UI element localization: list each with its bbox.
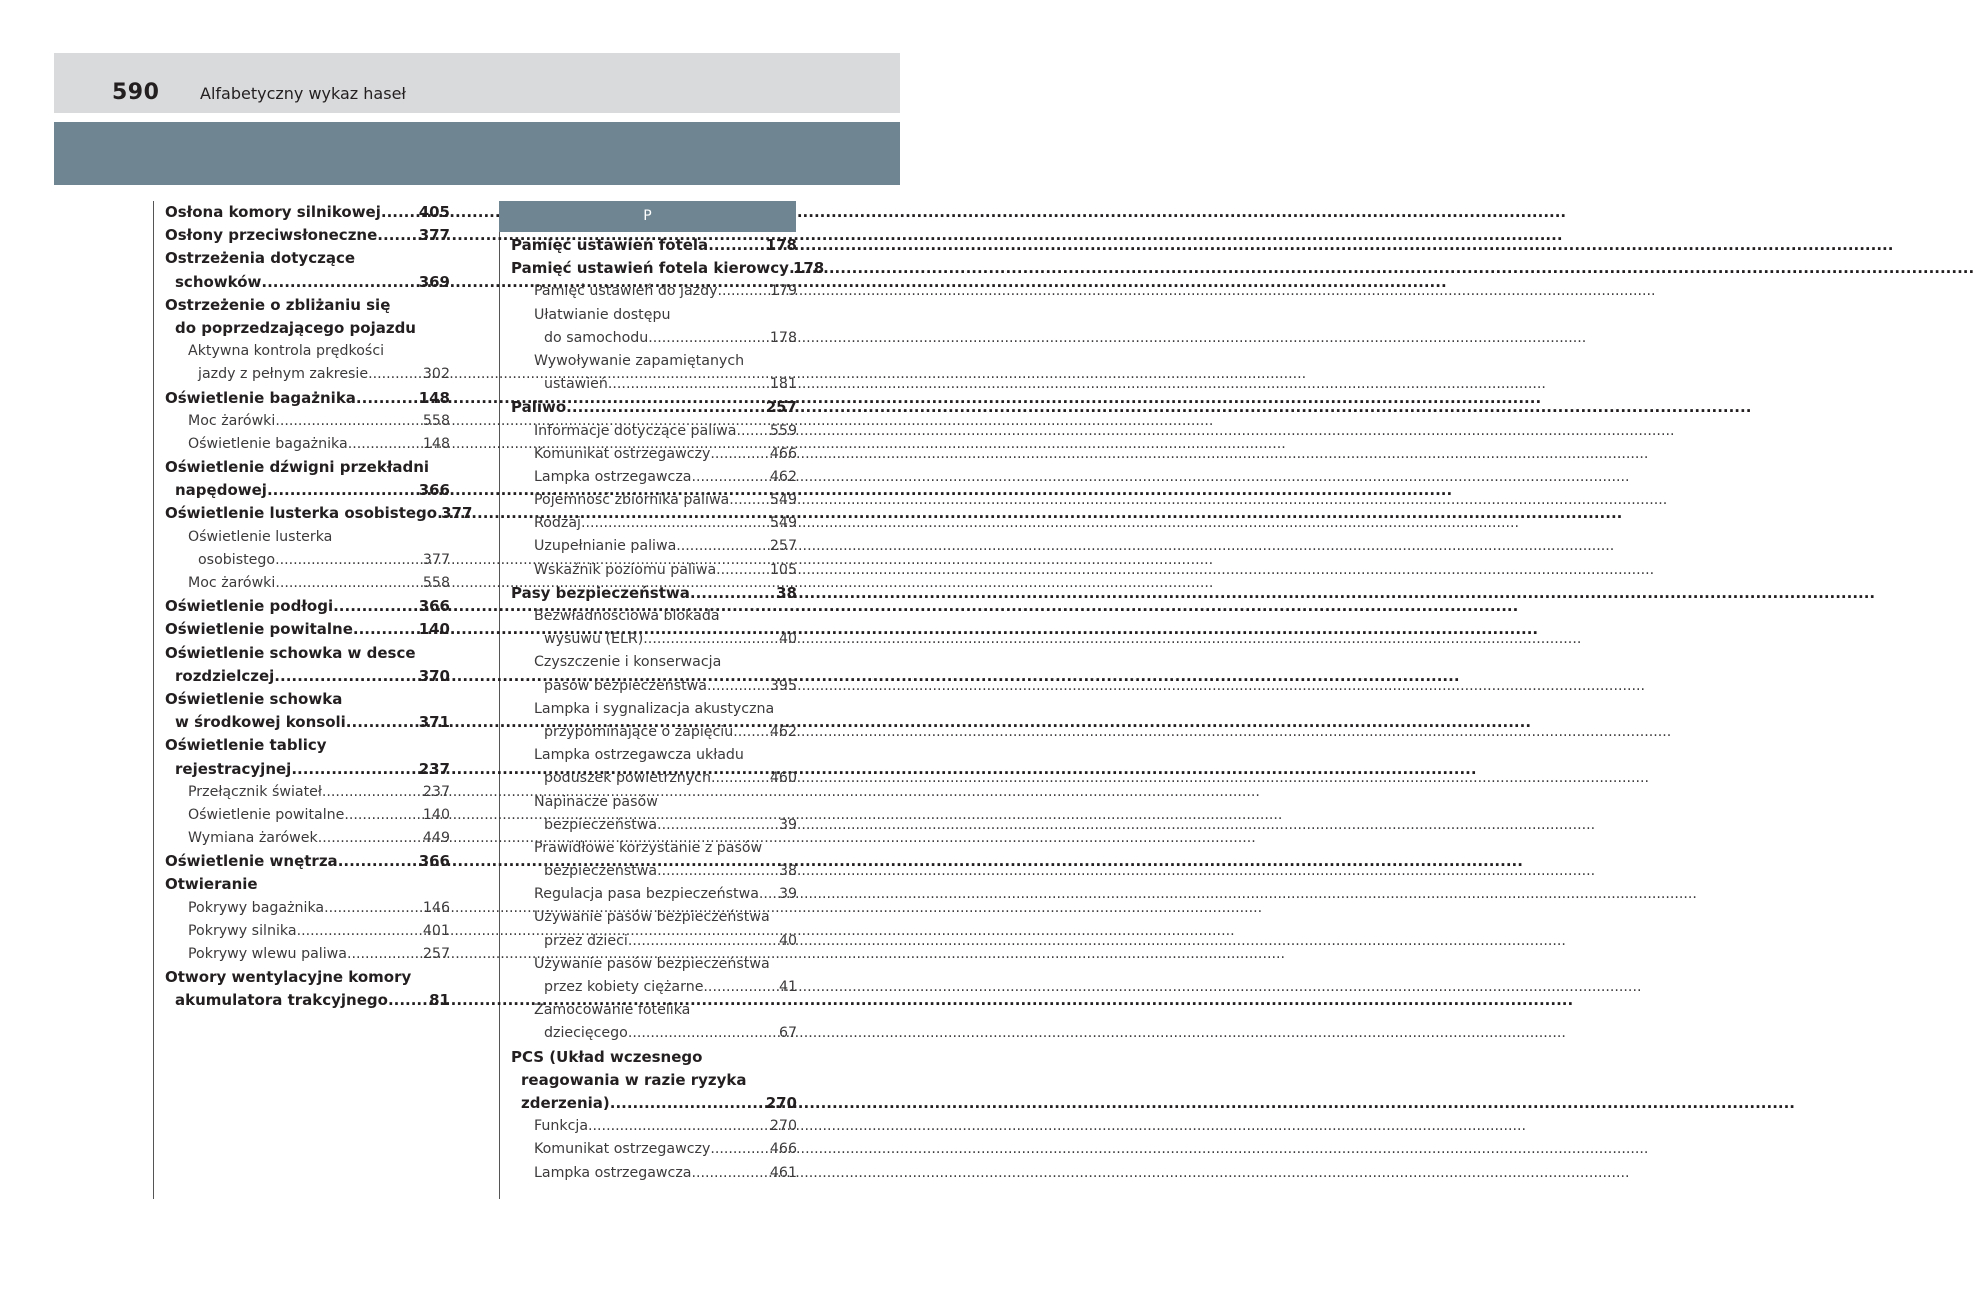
leader-dots (710, 1138, 770, 1161)
entry-page-number: 105 (769, 561, 797, 578)
entry-page-number: 140 (418, 620, 450, 639)
entry-page-number: 460 (769, 770, 797, 787)
entry-label: Moc żarówki (188, 575, 276, 591)
leader-dots (333, 595, 419, 618)
entry-page-number: 401 (422, 922, 450, 939)
entry-page-number: 178 (792, 259, 825, 278)
entry-label: osobistego (198, 551, 276, 568)
leader-dots (759, 883, 779, 906)
index-entry (165, 433, 450, 456)
index-entry (511, 535, 797, 558)
leader-dots (648, 327, 770, 350)
entry-label: Paliwo (511, 398, 567, 417)
index-column-left (165, 201, 473, 1013)
entry-page-number: 40 (778, 631, 797, 648)
entry-label: Oświetlenie powitalne (188, 806, 345, 823)
leader-dots (388, 989, 429, 1012)
entry-label: Oświetlenie tablicy (165, 736, 327, 755)
leader-dots (703, 976, 779, 999)
leader-dots (588, 1115, 770, 1138)
entry-label: Pokrywy silnika (188, 922, 297, 939)
entry-label: bezpieczeństwa (544, 816, 658, 833)
entry-page-number: 549 (769, 515, 797, 532)
entry-page-number: 39 (778, 886, 797, 903)
index-entry (511, 582, 797, 605)
entry-page-number: 178 (769, 329, 797, 346)
index-entry (511, 1046, 797, 1069)
index-entry (511, 396, 797, 419)
leader-dots (657, 860, 779, 883)
entry-page-number: 461 (769, 1164, 797, 1181)
leader-dots (297, 920, 423, 943)
index-entry (165, 897, 450, 920)
index-entry (511, 350, 797, 373)
entry-label: Pasy bezpieczeństwa (511, 583, 690, 602)
index-entry (165, 688, 450, 711)
index-entry (511, 234, 797, 257)
index-entry (165, 201, 450, 224)
entry-page-number: 81 (429, 991, 450, 1010)
entry-label: reagowania w razie ryzyka (521, 1070, 747, 1089)
index-entry (511, 1069, 797, 1092)
entry-page-number: 146 (422, 899, 450, 916)
entry-page-number: 67 (778, 1025, 797, 1042)
index-entry (511, 559, 797, 582)
entry-page-number: 549 (769, 492, 797, 509)
entry-label: poduszek powietrznych (544, 770, 711, 787)
index-entry (165, 502, 473, 525)
entry-label: Pamięć ustawień do jazdy (534, 283, 718, 300)
leader-dots (267, 479, 419, 502)
entry-page-number: 181 (769, 376, 797, 393)
index-entry (165, 224, 450, 247)
index-entry (511, 257, 825, 280)
entry-page-number: 395 (769, 677, 797, 694)
leader-dots (718, 280, 770, 303)
index-entry (511, 1092, 797, 1115)
leader-dots (261, 271, 418, 294)
index-entry (511, 883, 797, 906)
index-entry (511, 837, 797, 860)
index-entry (165, 479, 450, 502)
index-entry (511, 373, 797, 396)
entry-label: Lampka ostrzegawcza (534, 1164, 692, 1181)
index-entry (511, 280, 797, 303)
entry-label: PCS (Układ wczesnego (511, 1047, 703, 1066)
entry-label: Uzupełnianie paliwa (534, 538, 677, 555)
entry-page-number: 405 (418, 203, 450, 221)
index-entry (165, 317, 450, 340)
leader-dots (318, 827, 423, 850)
leader-dots (691, 466, 769, 489)
index-entry (165, 711, 450, 734)
index-entry (165, 572, 450, 595)
leader-dots (690, 582, 776, 605)
index-entry (165, 920, 450, 943)
entry-label: Informacje dotyczące paliwa (534, 422, 737, 439)
entry-page-number: 466 (769, 1141, 797, 1158)
entry-label: Oświetlenie schowka (165, 689, 343, 708)
header-bar (54, 53, 900, 113)
entry-page-number: 366 (418, 597, 450, 616)
leader-dots (711, 767, 770, 790)
leader-dots (566, 396, 766, 419)
index-entry (165, 618, 450, 641)
leader-dots (324, 897, 423, 920)
entry-label: jazdy z pełnym zakresie (198, 366, 369, 383)
page-title: Alfabetyczny wykaz haseł (200, 84, 406, 103)
index-entry (511, 605, 797, 628)
entry-page-number: 377 (418, 226, 450, 245)
index-entry (165, 595, 450, 618)
entry-label: Pokrywy wlewu paliwa (188, 946, 347, 962)
index-entry (511, 953, 797, 976)
entry-label: Oświetlenie bagażnika (165, 388, 356, 407)
index-entry (511, 443, 797, 466)
entry-label: Komunikat ostrzegawczy (534, 1141, 711, 1158)
entry-label: w środkowej konsoli (175, 713, 346, 732)
entry-label: Wymiana żarówek (188, 830, 318, 847)
column-divider-right (499, 201, 500, 1199)
entry-page-number: 462 (769, 468, 797, 485)
entry-label: Zamocowanie fotelika (534, 1002, 691, 1019)
index-entry (511, 791, 797, 814)
leader-dots (348, 433, 423, 456)
entry-label: Oświetlenie wnętrza (165, 852, 338, 871)
leader-dots (707, 675, 770, 698)
index-entry (511, 930, 797, 953)
index-entry (165, 410, 450, 433)
index-entry (511, 999, 797, 1022)
index-entry (511, 906, 797, 929)
entry-label: do samochodu (544, 329, 649, 346)
entry-label: Aktywna kontrola prędkości (188, 343, 385, 360)
leader-dots (676, 535, 770, 558)
leader-dots (710, 443, 770, 466)
leader-dots (368, 363, 423, 386)
entry-page-number: 369 (418, 272, 450, 291)
entry-label: Pamięć ustawień fotela kierowcy (511, 259, 789, 278)
entry-label: Osłony przeciwsłoneczne (165, 226, 378, 245)
entry-page-number: 38 (776, 583, 797, 602)
entry-label: Oświetlenie dźwigni przekładni (165, 458, 430, 477)
entry-label: pasów bezpieczeństwa (544, 677, 707, 694)
entry-label: Komunikat ostrzegawczy (534, 445, 711, 462)
entry-label: rejestracyjnej (175, 759, 292, 778)
entry-page-number: 38 (778, 863, 797, 880)
index-entry (511, 721, 797, 744)
entry-page-number: 270 (765, 1093, 797, 1112)
entry-label: dziecięcego (544, 1025, 628, 1042)
leader-dots (275, 410, 423, 433)
entry-page-number: 40 (778, 932, 797, 949)
index-entry (165, 549, 450, 572)
entry-page-number: 462 (769, 723, 797, 740)
entry-page-number: 257 (765, 398, 797, 417)
entry-label: Regulacja pasa bezpieczeństwa (534, 886, 759, 903)
entry-label: ustawień (544, 376, 608, 393)
entry-label: Pokrywy bagażnika (188, 899, 325, 916)
entry-label: Bezwładnościowa blokada (534, 608, 720, 624)
index-entry (511, 814, 797, 837)
entry-label: Oświetlenie lusterka osobistego (165, 504, 438, 523)
entry-label: Ostrzeżenia dotyczące (165, 249, 356, 268)
index-entry (511, 1022, 797, 1045)
leader-dots (610, 1092, 766, 1115)
index-entry (511, 327, 797, 350)
index-entry (511, 767, 797, 790)
index-entry (511, 304, 797, 327)
index-entry (511, 1162, 797, 1185)
entry-label: Napinacze pasów (534, 793, 658, 810)
entry-page-number: 237 (418, 759, 450, 778)
leader-dots (338, 850, 419, 873)
index-entry (165, 456, 450, 479)
entry-label: Pojemność zbiornika paliwa (534, 492, 730, 509)
index-entry (165, 827, 450, 850)
entry-page-number: 370 (418, 666, 450, 685)
entry-page-number: 148 (418, 388, 450, 407)
entry-page-number: 466 (769, 445, 797, 462)
index-entry (165, 642, 450, 665)
entry-label: Pamięć ustawień fotela (511, 236, 709, 254)
entry-label: Lampka ostrzegawcza (534, 468, 692, 485)
entry-page-number: 179 (769, 283, 797, 300)
leader-dots (657, 814, 779, 837)
entry-label: Moc żarówki (188, 412, 276, 429)
index-entry (511, 489, 797, 512)
entry-label: Oświetlenie powitalne (165, 620, 353, 639)
index-entry (511, 628, 797, 651)
leader-dots (708, 234, 766, 257)
index-entry (511, 860, 797, 883)
index-entry (165, 271, 450, 294)
entry-page-number: 270 (769, 1118, 797, 1135)
entry-label: Prawidłowe korzystanie z pasów (534, 839, 763, 856)
entry-page-number: 148 (422, 435, 450, 452)
index-entry (165, 873, 450, 896)
entry-label: zderzenia) (521, 1093, 610, 1112)
entry-label: przez kobiety ciężarne (544, 979, 704, 995)
entry-label: Rodzaj (534, 515, 581, 532)
index-entry (165, 363, 450, 386)
leader-dots (581, 512, 770, 535)
index-entry (165, 387, 450, 410)
leader-dots (275, 549, 423, 572)
entry-page-number: 178 (765, 236, 797, 254)
entry-page-number: 558 (422, 412, 450, 429)
index-entry (165, 758, 450, 781)
entry-page-number: 377 (441, 504, 473, 523)
entry-label: Przełącznik świateł (188, 783, 322, 800)
entry-page-number: 449 (422, 830, 450, 847)
index-entry (511, 466, 797, 489)
index-entry (165, 526, 450, 549)
entry-label: napędowej (175, 481, 267, 500)
decorative-band (54, 122, 900, 185)
index-entry (511, 976, 797, 999)
index-entry (165, 734, 450, 757)
leader-dots (716, 559, 770, 582)
index-entry (165, 340, 450, 363)
leader-dots (691, 1162, 769, 1185)
entry-label: Otwieranie (165, 875, 258, 894)
index-entry (165, 781, 450, 804)
leader-dots (356, 387, 419, 410)
leader-dots (274, 665, 418, 688)
leader-dots (733, 721, 770, 744)
index-entry (511, 651, 797, 674)
section-letter-header: P (499, 201, 796, 232)
leader-dots (291, 758, 418, 781)
index-entry (511, 420, 797, 443)
entry-label: Używanie pasów bezpieczeństwa (534, 909, 770, 926)
index-entry (511, 675, 797, 698)
entry-label: Lampka ostrzegawcza układu (534, 747, 744, 764)
entry-label: Oświetlenie bagażnika (188, 435, 348, 452)
index-entry (165, 804, 450, 827)
leader-dots (346, 711, 419, 734)
entry-label: wysuwu (ELR) (544, 631, 644, 648)
leader-dots (381, 201, 419, 224)
index-entry (165, 943, 450, 966)
index-entry (511, 1138, 797, 1161)
entry-label: Wskaźnik poziomu paliwa (534, 561, 717, 578)
index-entry (511, 1115, 797, 1138)
entry-label: schowków (175, 272, 262, 291)
entry-page-number: 140 (422, 806, 450, 823)
entry-page-number: 559 (769, 422, 797, 439)
leader-dots (643, 628, 779, 651)
entry-label: Oświetlenie lusterka (188, 528, 333, 545)
index-entry (165, 294, 450, 317)
entry-label: do poprzedzającego pojazdu (175, 318, 416, 337)
entry-label: Otwory wentylacyjne komory (165, 968, 412, 987)
entry-label: Ostrzeżenie o zbliżaniu się (165, 295, 391, 314)
entry-page-number: 237 (422, 783, 450, 800)
entry-label: akumulatora trakcyjnego (175, 991, 388, 1010)
leader-dots (347, 943, 423, 966)
entry-page-number: 371 (418, 713, 450, 732)
entry-page-number: 41 (778, 979, 797, 995)
leader-dots (736, 420, 769, 443)
index-entry (165, 247, 450, 270)
entry-page-number: 257 (769, 538, 797, 555)
entry-page-number: 39 (778, 816, 797, 833)
entry-label: Oświetlenie podłogi (165, 597, 334, 616)
entry-label: Osłona komory silnikowej (165, 203, 381, 221)
index-entry (165, 665, 450, 688)
entry-page-number: 558 (422, 575, 450, 591)
entry-label: Oświetlenie schowka w desce (165, 643, 416, 662)
leader-dots (322, 781, 423, 804)
entry-label: Lampka i sygnalizacja akustyczna (534, 700, 775, 717)
entry-page-number: 302 (422, 366, 450, 383)
index-entry (165, 989, 450, 1012)
leader-dots (608, 373, 770, 396)
leader-dots (729, 489, 770, 512)
entry-page-number: 366 (418, 481, 450, 500)
entry-label: Czyszczenie i konserwacja (534, 654, 722, 671)
entry-label: Wywoływanie zapamiętanych (534, 352, 745, 369)
index-entry (165, 966, 450, 989)
leader-dots (353, 618, 419, 641)
page-number: 590 (112, 80, 160, 105)
index-entry (511, 698, 797, 721)
leader-dots (344, 804, 423, 827)
index-entry (511, 744, 797, 767)
index-entry (165, 850, 450, 873)
leader-dots (377, 224, 418, 247)
entry-label: przypominające o zapięciu (544, 723, 734, 740)
entry-page-number: 257 (422, 946, 450, 962)
entry-label: przez dzieci (544, 932, 628, 949)
leader-dots (628, 930, 779, 953)
column-divider-left (153, 201, 154, 1199)
entry-page-number: 366 (418, 852, 450, 871)
leader-dots (628, 1022, 779, 1045)
leader-dots (275, 572, 423, 595)
entry-label: rozdzielczej (175, 666, 275, 685)
entry-label: Funkcja (534, 1118, 589, 1135)
entry-label: Ułatwianie dostępu (534, 306, 671, 323)
index-entry (511, 512, 797, 535)
entry-label: bezpieczeństwa (544, 863, 658, 880)
index-column-right (511, 201, 825, 1185)
entry-label: Używanie pasów bezpieczeństwa (534, 955, 770, 972)
entry-page-number: 377 (422, 551, 450, 568)
